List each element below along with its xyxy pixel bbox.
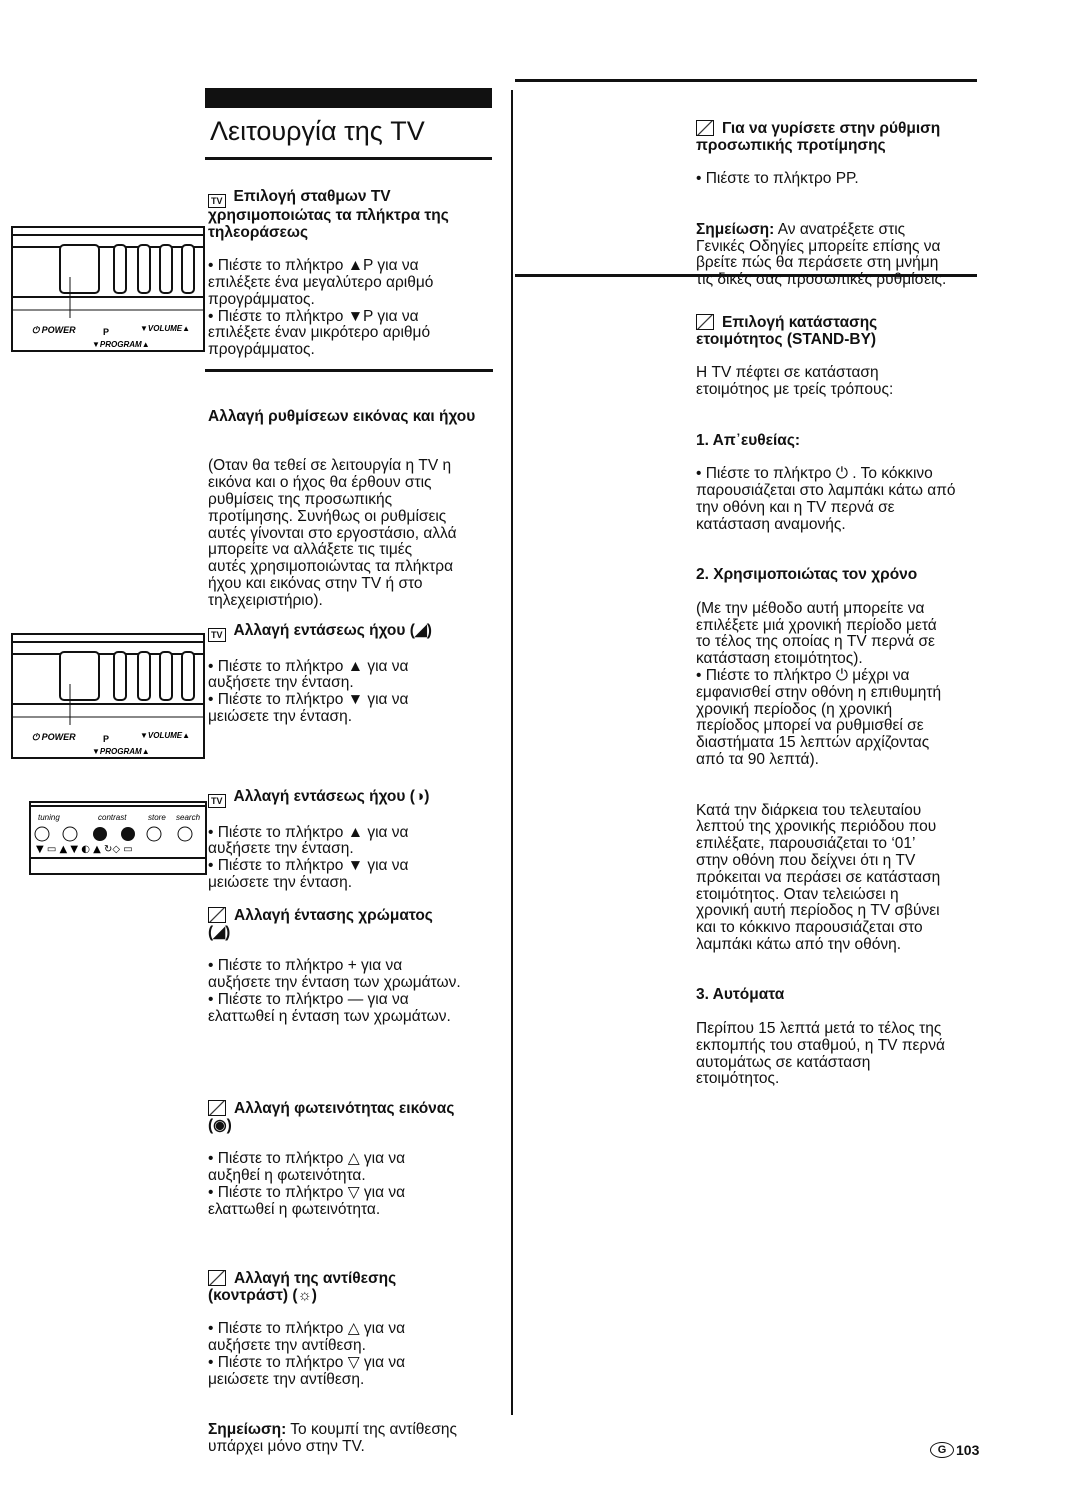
tuning-label: tuning	[38, 813, 60, 822]
section-body: (Με την μέθοδο αυτή μπορείτε να επιλέξετε μιά χρονική περίοδο μετά το τέλος της οποίας η TV περνά σε κατάσταση ετοιμότητος). • Πιέστε το πλήκτρο ⏻ μέχρι να εμφανισθεί στην οθόνη η επιθυμητή χρονική περίοδος (η χρονική περίοδος μπορεί να ρυθμισθεί σε διαστήματα 15 λεπτών αρχίζοντας από τα 90 λεπτά).	[696, 599, 942, 768]
note: Σημείωση: Το κουμπί της αντίθεσης υπάρχει μόνο στην TV.	[208, 1421, 457, 1455]
section-brightness	[208, 1083, 498, 1235]
page-title: Λειτουργία της TV	[210, 116, 425, 146]
section-body: • Πιέστε το πλήκτρο + για να αυξήσετε την ένταση των χρωμάτων. • Πιέστε το πλήκτρο — για να ελαττωθεί η ένταση των χρωμάτων.	[208, 957, 461, 1025]
remote-icon	[208, 1270, 226, 1286]
section-personal-preference	[696, 103, 986, 306]
section-body: Η TV πέφτει σε κατάσταση ετοιμότηος με τρείς τρόπους:	[696, 364, 894, 398]
section-body: • Πιέστε το πλήκτρο ⏻ . Το κόκκινο παρουσιάζεται στο λαμπάκι κάτω από την οθόνη και η TV περνά σε κατάσταση αναμονής.	[696, 465, 956, 533]
remote-panel-diagram	[28, 800, 208, 876]
program-label: ▼PROGRAM▲	[92, 340, 150, 349]
section-heading: TV Αλλαγή εντάσεως ήχου (◢)	[208, 623, 498, 642]
language-badge: G	[930, 1442, 954, 1458]
section-standby	[696, 297, 986, 1105]
tv-icon: TV	[208, 628, 226, 642]
section-body: • Πιέστε το πλήκτρο PP.	[696, 170, 859, 188]
section-program-select	[208, 172, 498, 376]
subheading: 3. Αυτόματα	[696, 986, 785, 1004]
section-body: • Πιέστε το πλήκτρο ▲ για να αυξήσετε την ένταση. • Πιέστε το πλήκτρο ▼ για να μειώσετε την ένταση.	[208, 823, 409, 891]
section-contrast	[208, 1253, 498, 1473]
section-heading: Αλλαγή έντασης χρώματος (◢)	[208, 906, 433, 941]
power-label: ⏻ POWER	[32, 732, 76, 742]
section-body: Κατά την διάρκεια του τελευταίου λεπτού της χρονικής περιόδου που επιλέξατε, παρουσιάζεται το ‘01’ στην οθόνη που δείχνει ότι η TV πρόκειται να περάσει σε κατάσταση ετοιμότητος. Οταν τελειώσει η χρονική αυτή περίοδος η TV σβύνει και το κόκκινο παρουσιάζεται στο λαμπάκι κάτω από την οθόνη.	[696, 801, 941, 953]
p-label: P	[103, 327, 110, 337]
note: Σημείωση: Αν ανατρέξετε στις Γενικές Οδηγίες μπορείτε επίσης να βρείτε πώς θα περάσετε στη μνήμη τις δικές σας προσωπικές ρυθμίσεις.	[696, 220, 947, 289]
volume-label: ▼VOLUME▲	[140, 731, 191, 740]
section-body: • Πιέστε το πλήκτρο △ για να αυξηθεί η φωτεινότητα. • Πιέστε το πλήκτρο ▽ για να ελαττωθεί η φωτεινότητα.	[208, 1150, 406, 1218]
program-label: ▼PROGRAM▲	[92, 747, 150, 756]
tv-panel-diagram	[10, 225, 206, 355]
tv-icon: TV	[208, 794, 226, 808]
section-body: • Πιέστε το πλήκτρο △ για να αυξήσετε την αντίθεση. • Πιέστε το πλήκτρο ▽ για να μειώσετε την αντίθεση.	[208, 1320, 406, 1388]
section-volume	[208, 606, 498, 743]
subheading: 2. Χρησιμοποιώτας τον χρόνο	[696, 566, 918, 584]
divider	[205, 157, 492, 160]
svg-text:▼ ▭ ▲ ▼ ◐ ▲ ↻◇ ▭: ▼ ▭ ▲ ▼ ◐ ▲ ↻◇ ▭	[36, 844, 133, 855]
page-number: G 103	[930, 1442, 979, 1458]
search-label: search	[176, 813, 201, 822]
remote-icon	[208, 907, 226, 923]
section-heading: Για να γυρίσετε στην ρύθμιση προσωπικής προτίμησης	[696, 119, 941, 154]
section-heading: TV Αλλαγή εντάσεως ήχου (◑)	[208, 789, 498, 808]
tv-icon: TV	[208, 194, 226, 208]
contrast-label: contrast	[98, 813, 127, 822]
section-volume-2	[208, 772, 498, 909]
section-body: (Οταν θα τεθεί σε λειτουργία η TV η εικόνα και ο ήχος θα έρθουν στις ρυθμίσεις της προσωπικής προτίμησης. Συνήθως οι ρυθμίσεις αυτές γίνονται στο εργοστάσιο, αλλά μπορείτε να αλλάξετε τις τιμές αυτές χρησιμοποιώντας τα πλήκτρα ήχου και εικόνας στην TV ή στο τηλεχειριστήριο).	[208, 457, 457, 609]
volume-label: ▼VOLUME▲	[140, 324, 191, 333]
section-picture-sound	[208, 392, 498, 626]
section-heading: TV Επιλογή σταθμων TV χρησιμοποιώτας τα πλήκτρα της τηλεοράσεως	[208, 187, 449, 241]
section-heading: Αλλαγή ρυθμίσεων εικόνας και ήχου	[208, 407, 476, 425]
tv-panel-diagram	[10, 632, 206, 762]
remote-icon	[696, 120, 714, 136]
subheading: 1. Απ᾽ευθείας:	[696, 431, 801, 449]
title-band	[205, 88, 492, 108]
store-label: store	[148, 813, 166, 822]
section-body: • Πιέστε το πλήκτρο ▲ για να αυξήσετε την ένταση. • Πιέστε το πλήκτρο ▼ για να μειώσετε την ένταση.	[208, 657, 409, 725]
section-heading: Αλλαγή της αντίθεσης (κοντράστ) (☼)	[208, 1269, 397, 1304]
section-body: Περίπου 15 λεπτά μετά το τέλος της εκπομπής του σταθμού, η TV περνά αυτομάτως σε κατάσταση ετοιμότητος.	[696, 1020, 945, 1088]
remote-icon	[208, 1100, 226, 1116]
section-heading: Αλλαγή φωτεινότητας εικόνας (◉)	[208, 1099, 455, 1134]
column-divider	[511, 90, 513, 1415]
p-label: P	[103, 734, 110, 744]
section-color	[208, 890, 498, 1042]
divider	[515, 79, 977, 82]
remote-icon	[696, 314, 714, 330]
section-heading: Επιλογή κατάστασης ετοιμότητος (STAND-BY)	[696, 313, 878, 348]
section-body: • Πιέστε το πλήκτρο ▲P για να επιλέξετε ένα μεγαλύτερο αριθμό προγράμματος. • Πιέστε το πλήκτρο ▼P για να επιλέξετε έναν μικρότερο αριθμό προγράμματος.	[208, 257, 434, 359]
power-label: ⏻ POWER	[32, 325, 76, 335]
